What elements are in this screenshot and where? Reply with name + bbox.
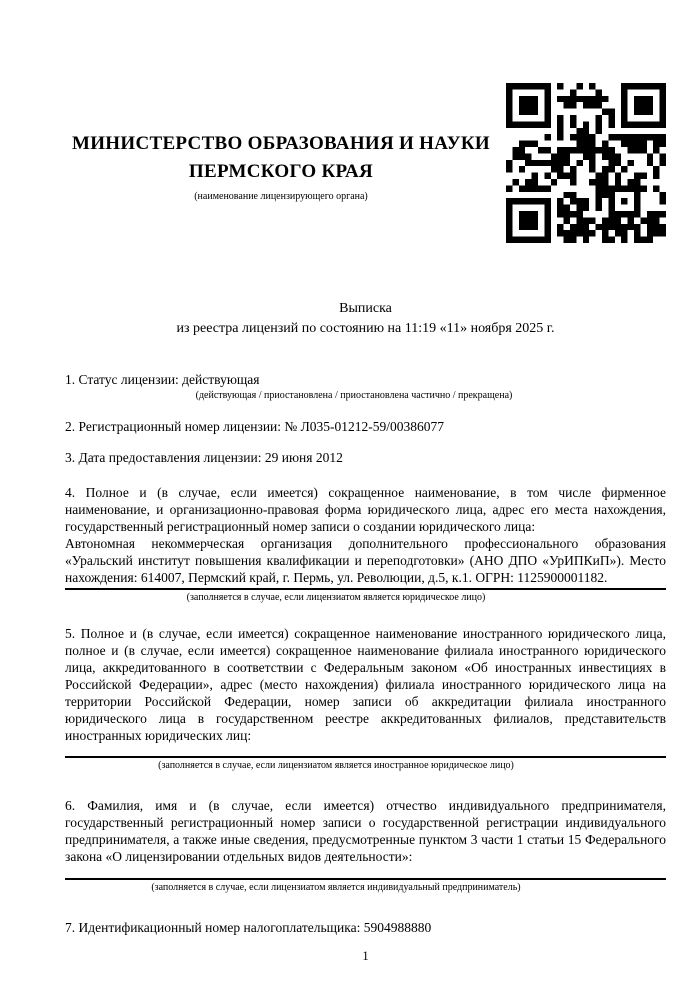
section-5-caption: (заполняется в случае, если лицензиатом является иностранное юридическое лицо) [158,760,514,771]
section-4-caption: (заполняется в случае, если лицензиатом является юридическое лицо) [186,592,486,603]
section-4-legal-entity [65,484,666,604]
header [65,83,666,243]
section-4-value: Автономная некоммерческая организация дополнительного профессионального образования «Уральский институт повышения квалификации и переподготовки» (АНО ДПО «УрИПКиП»). Место нахождения: 614007, Пермский край, г. Пермь, ул. Революции, д.5, к.1. ОГРН: 1125900001182. [65,536,666,585]
section-4-fill-line [65,588,666,590]
section-5-fill-line [65,756,666,758]
section-6-individual-entrepreneur [65,797,666,894]
ministry-name-caption: (наименование лицензирующего органа) [194,191,368,202]
document-title-line1: Выписка [339,301,392,316]
section-5-question: 5. Полное и (в случае, если имеется) сокращенное наименование иностранного юридического лица, полное и (в случае, если имеется) сокращенное наименование филиала иностранного юридического лица, аккредитованного в соответствии с Федеральным законом «Об иностранных инвестициях в Российской Федерации», адрес (место нахождения) филиала иностранного юридического лица на территории Российской Федерации, номер записи об аккредитации филиала иностранного юридического лица в государственном реестре аккредитованных филиалов, представительств иностранных юридических лиц: [65,626,666,743]
section-2-registration-number: 2. Регистрационный номер лицензии: № Л035-01212-59/00386077 [65,419,445,434]
section-6-caption: (заполняется в случае, если лицензиатом является индивидуальный предприниматель) [151,882,521,893]
section-1-license-status: 1. Статус лицензии: действующая [65,372,260,387]
document-title [65,299,666,339]
licensing-authority-block [65,130,497,203]
ministry-name-line2: ПЕРМСКОГО КРАЯ [188,161,374,182]
section-3-license-date: 3. Дата предоставления лицензии: 29 июня 2012 [65,450,343,465]
document-title-line2: из реестра лицензий по состоянию на 11:19 «11» ноября 2025 г. [176,321,555,336]
section-5-foreign-entity [65,625,666,772]
section-6-fill-line [65,878,666,880]
page-content [65,0,666,964]
section-7-taxpayer-number: 7. Идентификационный номер налогоплательщика: 5904988880 [65,920,432,935]
qr-code-icon [506,83,666,243]
page-number: 1 [362,949,369,963]
section-4-question: 4. Полное и (в случае, если имеется) сокращенное наименование, в том числе фирменное наименование, и организационно-правовая форма юридического лица, адрес его места нахождения, государственный регистрационный номер записи о создании юридического лица: [65,485,666,534]
section-1-caption: (действующая / приостановлена / приостановлена частично / прекращена) [195,390,513,401]
section-6-question: 6. Фамилия, имя и (в случае, если имеется) отчество индивидуального предпринимателя, государственный регистрационный номер записи о государственной регистрации индивидуального предпринимателя, а также иные сведения, предусмотренные пунктом 3 части 1 статьи 15 Федерального закона «О лицензировании отдельных видов деятельности»: [65,798,666,864]
ministry-name-line1: МИНИСТЕРСТВО ОБРАЗОВАНИЯ И НАУКИ [71,133,491,154]
